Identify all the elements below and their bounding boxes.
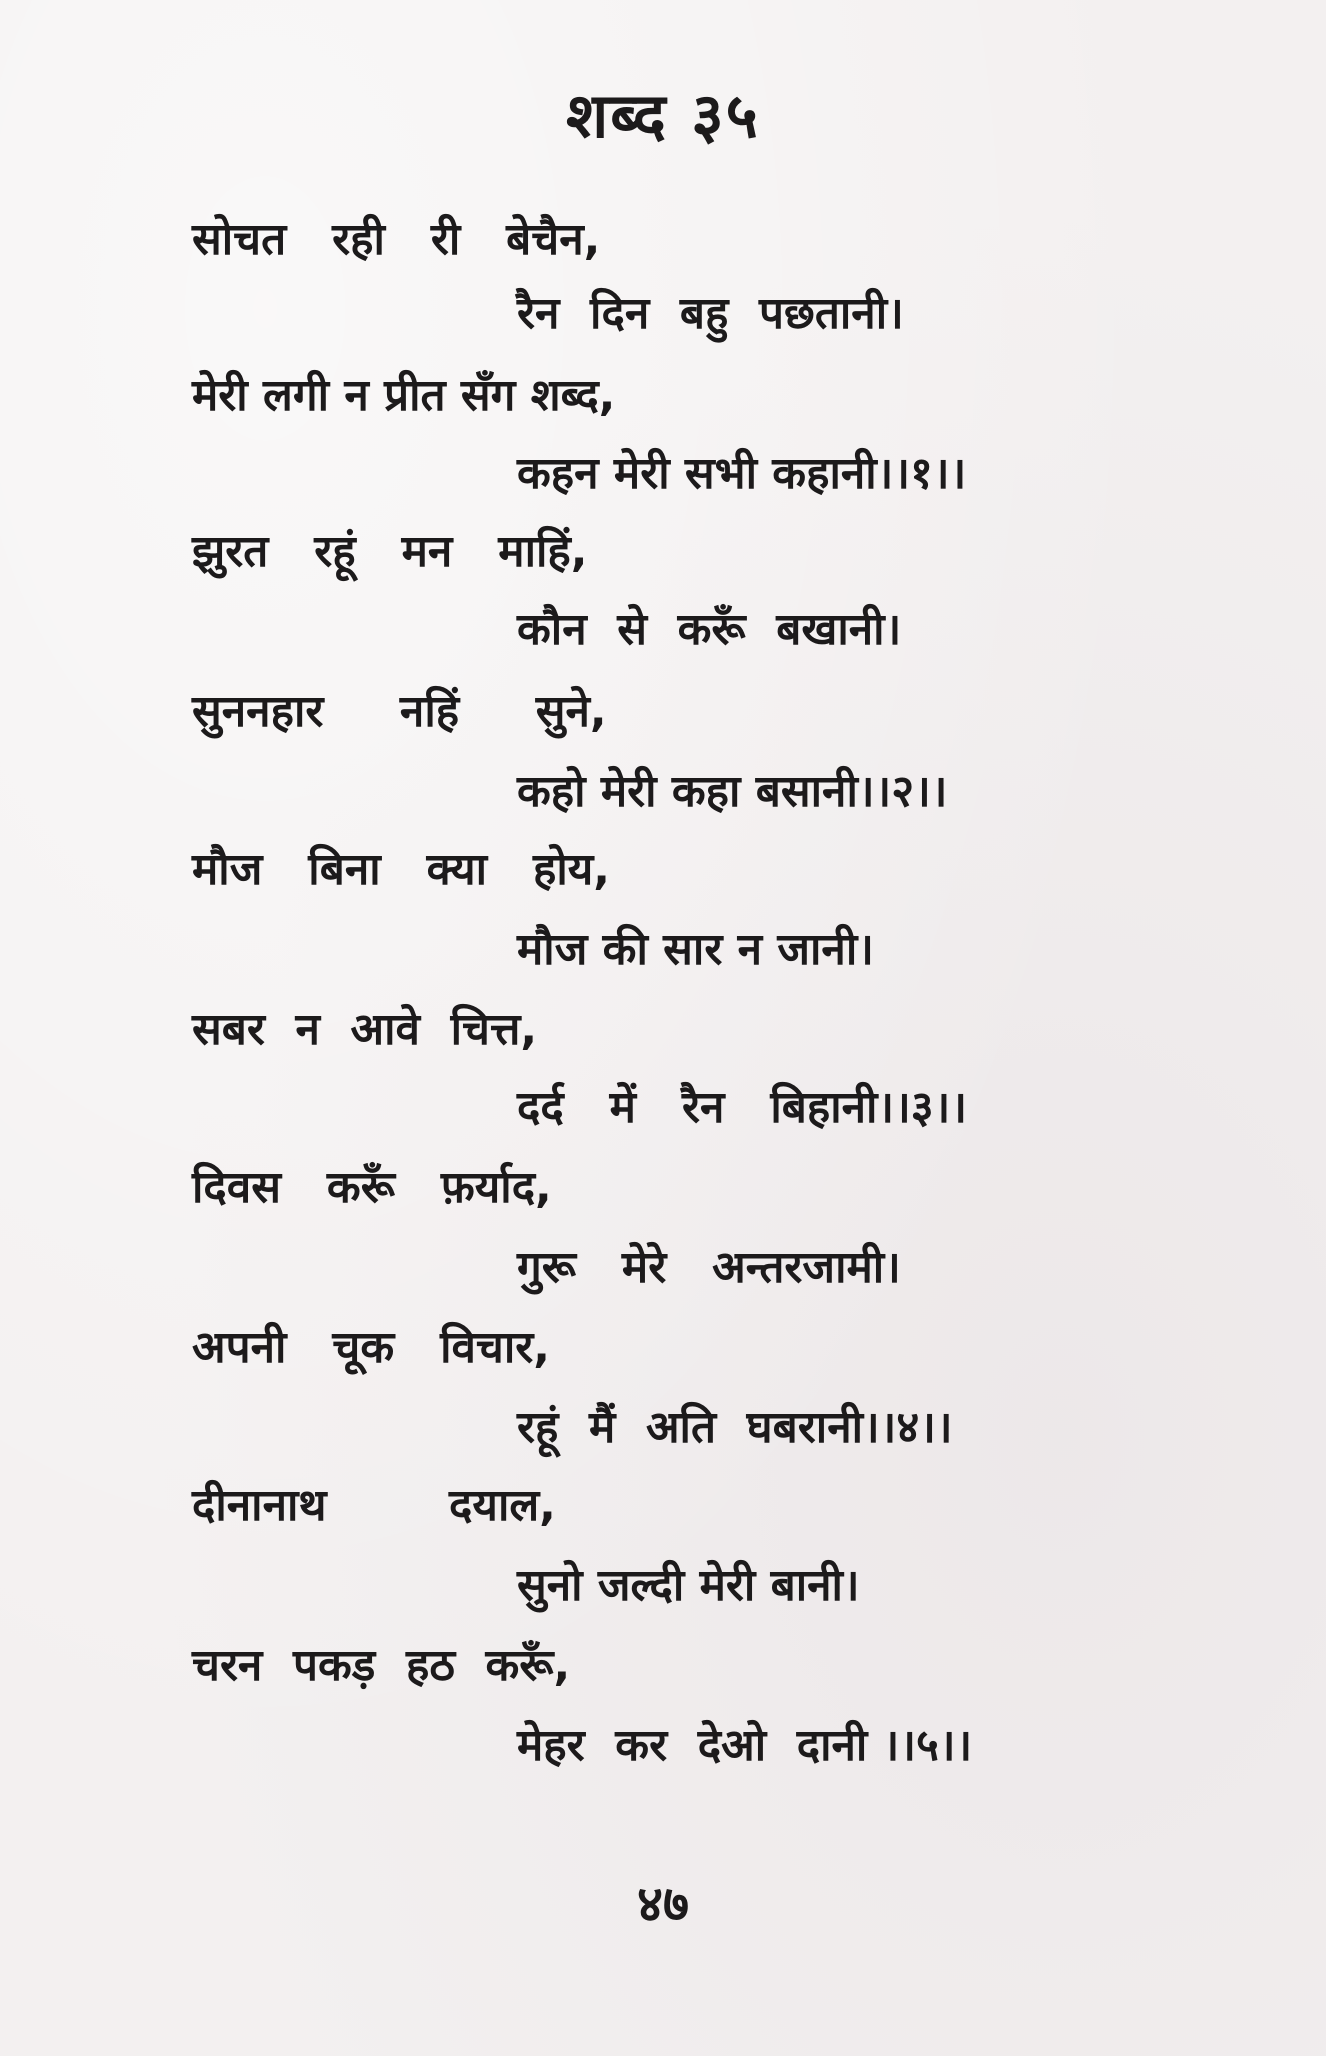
verse-line: रैन दिन बहु पछतानी।: [517, 288, 904, 339]
verse-line: मेहर कर देओ दानी ।।५।।: [517, 1720, 973, 1771]
verse-line: झुरत रहूं मन माहिं,: [192, 526, 588, 577]
verse-line: मौज की सार न जानी।: [517, 924, 874, 975]
verse-line: गुरू मेरे अन्तरजामी।: [517, 1242, 901, 1293]
verse-line: मेरी लगी न प्रीत सँग शब्द,: [192, 370, 616, 421]
verse-line: अपनी चूक विचार,: [192, 1322, 550, 1373]
page-number: ४७: [637, 1875, 689, 1933]
verse-line: कहन मेरी सभी कहानी।।१।।: [517, 448, 967, 499]
verse-line: सोचत रही री बेचैन,: [192, 214, 601, 265]
verse-line: चरन पकड़ हठ करूँ,: [192, 1640, 571, 1691]
verse-line: मौज बिना क्या होय,: [192, 844, 611, 895]
verse-line: सुनो जल्दी मेरी बानी।: [517, 1560, 860, 1611]
verse-line: दीनानाथ दयाल,: [192, 1480, 556, 1531]
verse-line: सुननहार नहिं सुने,: [192, 686, 607, 737]
verse-line: कौन से करूँ बखानी।: [517, 604, 902, 655]
verse-line: रहूं मैं अति घबरानी।।४।।: [517, 1402, 953, 1453]
page-title: शब्द ३५: [566, 79, 760, 152]
verse-line: कहो मेरी कहा बसानी।।२।।: [517, 766, 948, 817]
verse-line: सबर न आवे चित्त,: [192, 1004, 538, 1055]
verse-line: दिवस करूँ फ़र्याद,: [192, 1162, 552, 1213]
verse-line: दर्द में रैन बिहानी।।३।।: [517, 1082, 968, 1133]
